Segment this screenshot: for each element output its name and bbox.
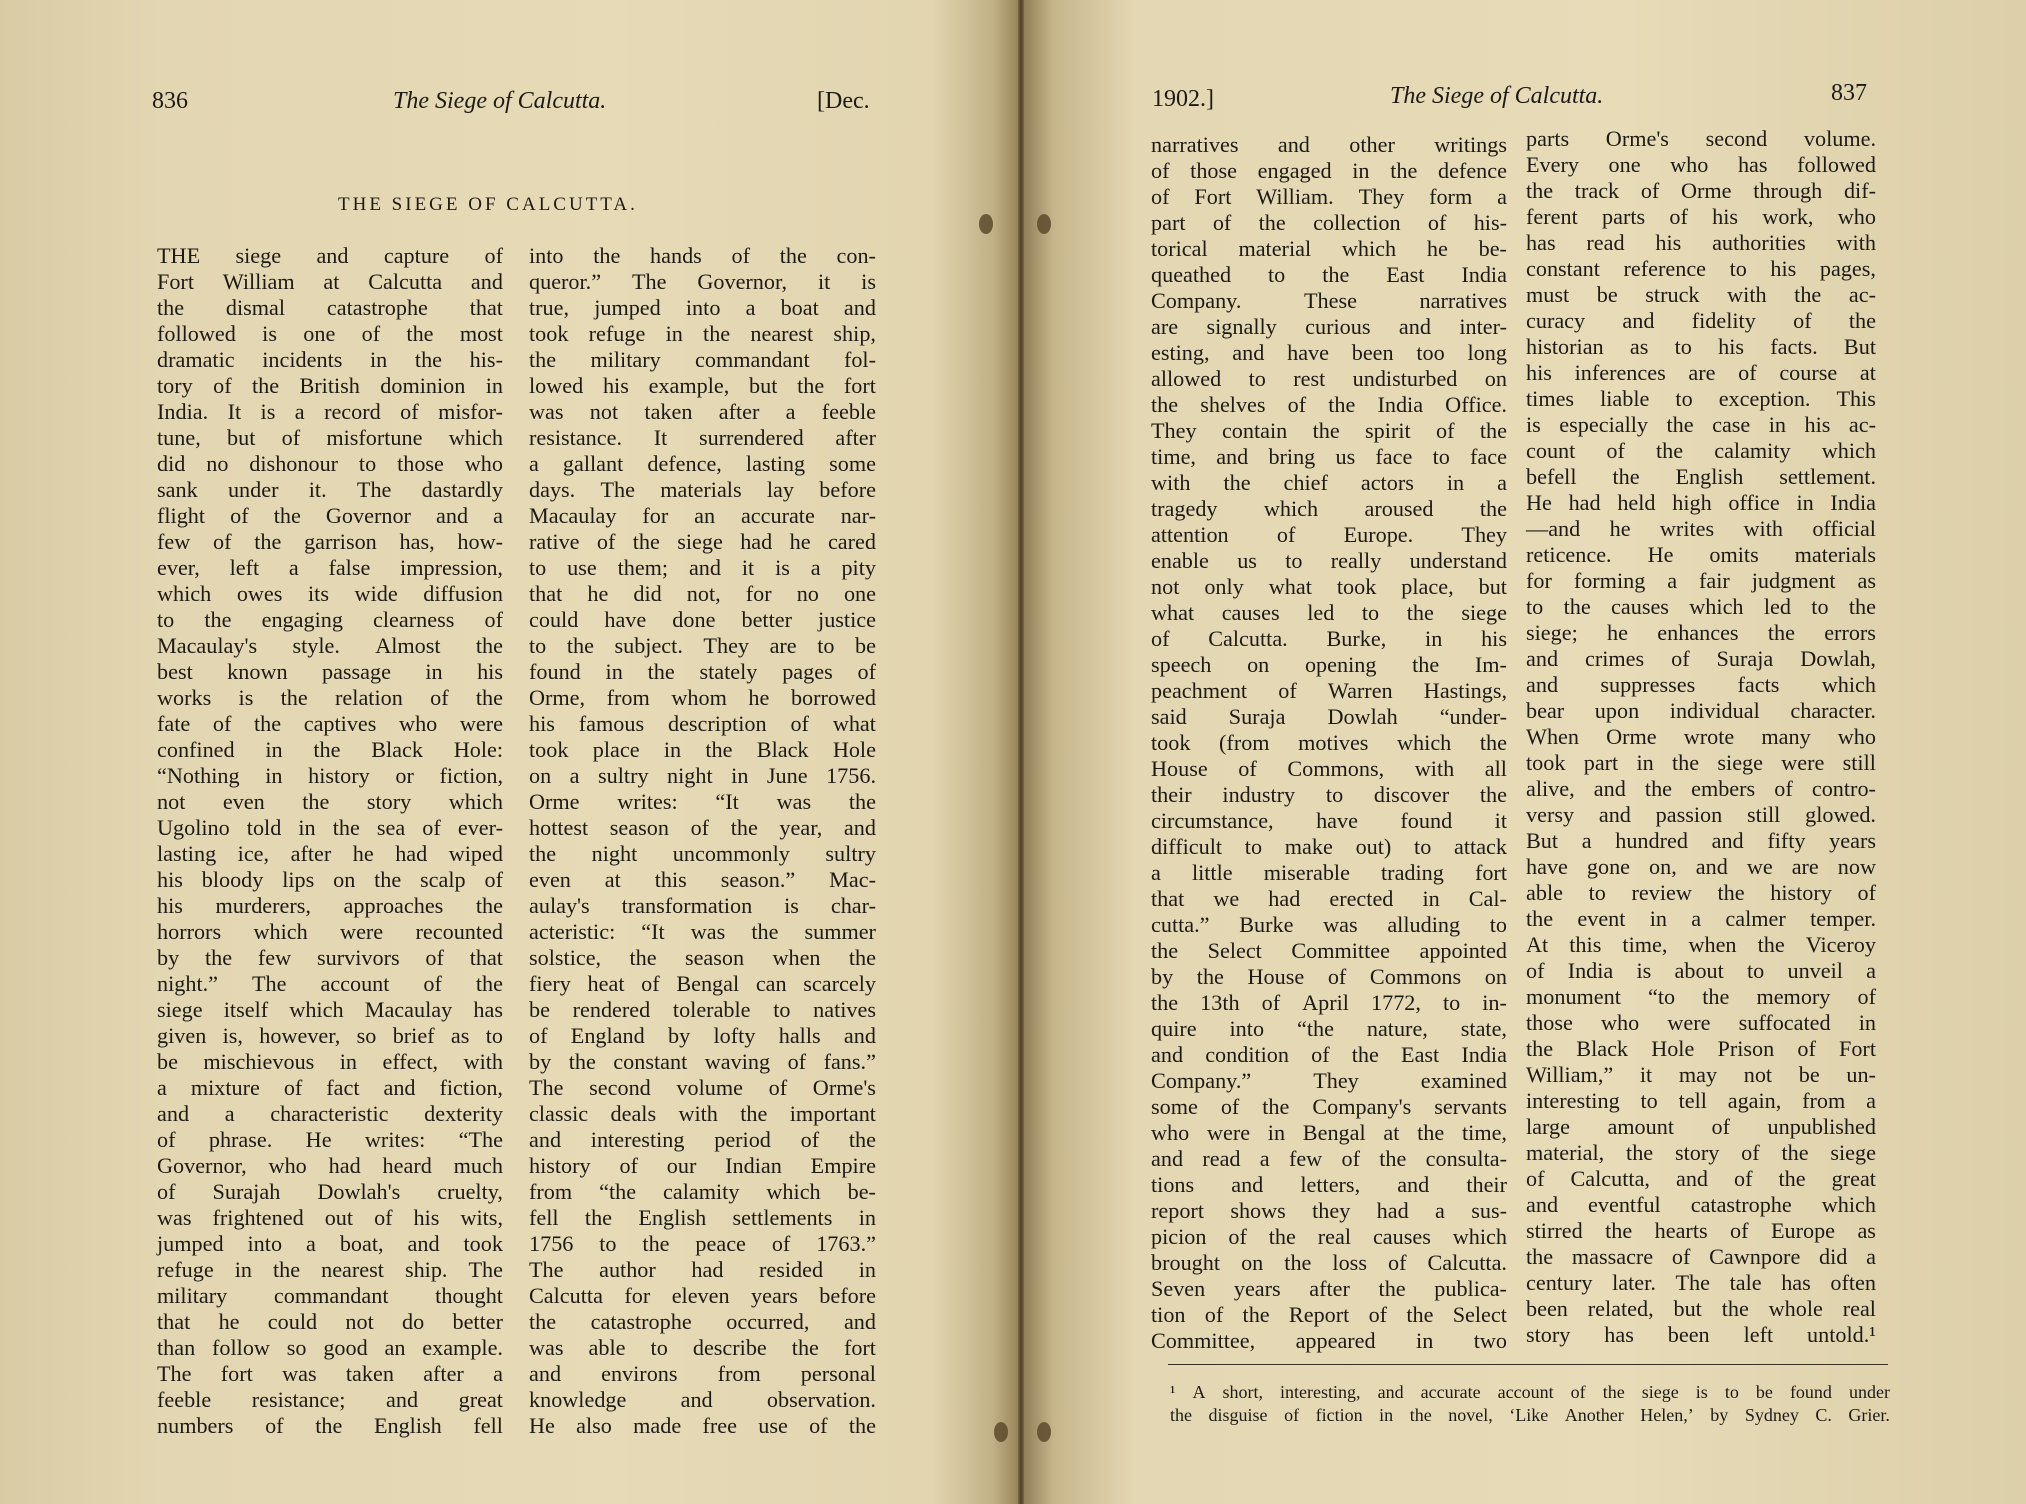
text-line: what causes led to the siege xyxy=(1151,600,1507,625)
text-line: be rendered tolerable to natives xyxy=(529,997,876,1022)
text-line: The second volume of Orme's xyxy=(529,1075,876,1100)
text-line: circumstance, have found it xyxy=(1151,808,1507,833)
text-line: knowledge and observation. xyxy=(529,1387,876,1412)
text-line: history of our Indian Empire xyxy=(529,1153,876,1178)
text-line: stirred the hearts of Europe as xyxy=(1526,1218,1876,1243)
text-line: William,” it may not be un- xyxy=(1526,1062,1876,1087)
text-line: the Select Committee appointed xyxy=(1151,938,1507,963)
text-line: brought on the loss of Calcutta. xyxy=(1151,1250,1507,1275)
text-line: took (from motives which the xyxy=(1151,730,1507,755)
text-line: not even the story which xyxy=(157,789,503,814)
text-line: and crimes of Suraja Dowlah, xyxy=(1526,646,1876,671)
left-page-column-1 xyxy=(157,243,503,1439)
article-title: THE SIEGE OF CALCUTTA. xyxy=(338,194,638,215)
text-line: report shows they had a sus- xyxy=(1151,1198,1507,1223)
text-line: Governor, who had heard much xyxy=(157,1153,503,1178)
text-line: took refuge in the nearest ship, xyxy=(529,321,876,346)
text-line: Seven years after the publica- xyxy=(1151,1276,1507,1301)
text-line: the event in a calmer temper. xyxy=(1526,906,1876,931)
text-line: with the chief actors in a xyxy=(1151,470,1507,495)
text-line: bear upon individual character. xyxy=(1526,698,1876,723)
text-line: versy and passion still glowed. xyxy=(1526,802,1876,827)
binding-hole xyxy=(979,214,993,234)
text-line: be mischievous in effect, with xyxy=(157,1049,503,1074)
text-line: 1756 to the peace of 1763.” xyxy=(529,1231,876,1256)
text-line: Orme writes: “It was the xyxy=(529,789,876,814)
text-line: was not taken after a feeble xyxy=(529,399,876,424)
text-line: Macaulay's style. Almost the xyxy=(157,633,503,658)
text-line: Calcutta for eleven years before xyxy=(529,1283,876,1308)
text-line: interesting to tell again, from a xyxy=(1526,1088,1876,1113)
right-page-column-2 xyxy=(1526,126,1876,1348)
text-line: constant reference to his pages, xyxy=(1526,256,1876,281)
text-line: lasting ice, after he had wiped xyxy=(157,841,503,866)
text-line: who were in Bengal at the time, xyxy=(1151,1120,1507,1145)
text-line: narratives and other writings xyxy=(1151,132,1507,157)
text-line: House of Commons, with all xyxy=(1151,756,1507,781)
text-line: dramatic incidents in the his- xyxy=(157,347,503,372)
text-line: story has been left untold.¹ xyxy=(1526,1322,1876,1347)
text-line: Committee, appeared in two xyxy=(1151,1328,1507,1353)
text-line: and eventful catastrophe which xyxy=(1526,1192,1876,1217)
text-line: a little miserable trading fort xyxy=(1151,860,1507,885)
text-line: the Black Hole Prison of Fort xyxy=(1526,1036,1876,1061)
text-line: given is, however, so brief as to xyxy=(157,1023,503,1048)
text-line: and interesting period of the xyxy=(529,1127,876,1152)
text-line: feeble resistance; and great xyxy=(157,1387,503,1412)
text-line: tions and letters, and their xyxy=(1151,1172,1507,1197)
text-line: than follow so good an example. xyxy=(157,1335,503,1360)
text-line: and suppresses facts which xyxy=(1526,672,1876,697)
text-line: their industry to discover the xyxy=(1151,782,1507,807)
left-page-column-2 xyxy=(529,243,876,1439)
text-line: the military commandant fol- xyxy=(529,347,876,372)
text-line: by the constant waving of fans.” xyxy=(529,1049,876,1074)
text-line: are signally curious and inter- xyxy=(1151,314,1507,339)
text-line: took part in the siege were still xyxy=(1526,750,1876,775)
text-line: “Nothing in history or fiction, xyxy=(157,763,503,788)
left-page xyxy=(0,0,1010,1504)
text-line: and a characteristic dexterity xyxy=(157,1101,503,1126)
text-line: rative of the siege had he cared xyxy=(529,529,876,554)
text-line: of Fort William. They form a xyxy=(1151,184,1507,209)
text-line: found in the stately pages of xyxy=(529,659,876,684)
text-line: sank under it. The dastardly xyxy=(157,477,503,502)
text-line: the shelves of the India Office. xyxy=(1151,392,1507,417)
text-line: time, and bring us face to face xyxy=(1151,444,1507,469)
text-line: Fort William at Calcutta and xyxy=(157,269,503,294)
text-line: that he could not do better xyxy=(157,1309,503,1334)
text-line: and environs from personal xyxy=(529,1361,876,1386)
text-line: those who were suffocated in xyxy=(1526,1010,1876,1035)
text-line: to the subject. They are to be xyxy=(529,633,876,658)
text-line: his famous description of what xyxy=(529,711,876,736)
text-line: a mixture of fact and fiction, xyxy=(157,1075,503,1100)
text-line: Ugolino told in the sea of ever- xyxy=(157,815,503,840)
text-line: solstice, the season when the xyxy=(529,945,876,970)
text-line: queror.” The Governor, it is xyxy=(529,269,876,294)
text-line: fate of the captives who were xyxy=(157,711,503,736)
text-line: of India is about to unveil a xyxy=(1526,958,1876,983)
text-line: part of the collection of his- xyxy=(1151,210,1507,235)
text-line: have gone on, and we are now xyxy=(1526,854,1876,879)
text-line: classic deals with the important xyxy=(529,1101,876,1126)
text-line: flight of the Governor and a xyxy=(157,503,503,528)
text-line: night.” The account of the xyxy=(157,971,503,996)
text-line: followed is one of the most xyxy=(157,321,503,346)
text-line: not only what took place, but xyxy=(1151,574,1507,599)
text-line: of Calcutta, and of the great xyxy=(1526,1166,1876,1191)
text-line: the 13th of April 1772, to in- xyxy=(1151,990,1507,1015)
text-line: true, jumped into a boat and xyxy=(529,295,876,320)
text-line: been related, but the whole real xyxy=(1526,1296,1876,1321)
footnote xyxy=(1170,1381,1890,1427)
text-line: few of the garrison has, how- xyxy=(157,529,503,554)
text-line: picion of the real causes which xyxy=(1151,1224,1507,1249)
text-line: was able to describe the fort xyxy=(529,1335,876,1360)
text-line: The fort was taken after a xyxy=(157,1361,503,1386)
text-line: even at this season.” Mac- xyxy=(529,867,876,892)
text-line: some of the Company's servants xyxy=(1151,1094,1507,1119)
running-head: The Siege of Calcutta. xyxy=(393,88,607,114)
text-line: India. It is a record of misfor- xyxy=(157,399,503,424)
text-line: that we had erected in Cal- xyxy=(1151,886,1507,911)
text-line: esting, and have been too long xyxy=(1151,340,1507,365)
footnote-rule xyxy=(1168,1364,1888,1365)
text-line: tion of the Report of the Select xyxy=(1151,1302,1507,1327)
text-line: numbers of the English fell xyxy=(157,1413,503,1438)
text-line: peachment of Warren Hastings, xyxy=(1151,678,1507,703)
text-line: took place in the Black Hole xyxy=(529,737,876,762)
text-line: tory of the British dominion in xyxy=(157,373,503,398)
text-line: his murderers, approaches the xyxy=(157,893,503,918)
text-line: ferent parts of his work, who xyxy=(1526,204,1876,229)
text-line: able to review the history of xyxy=(1526,880,1876,905)
text-line: of phrase. He writes: “The xyxy=(157,1127,503,1152)
text-line: confined in the Black Hole: xyxy=(157,737,503,762)
text-line: tune, but of misfortune which xyxy=(157,425,503,450)
text-line: fell the English settlements in xyxy=(529,1205,876,1230)
text-line: ¹ A short, interesting, and accurate account of the siege is to be found under xyxy=(1170,1382,1890,1402)
text-line: from “the calamity which be- xyxy=(529,1179,876,1204)
text-line: days. The materials lay before xyxy=(529,477,876,502)
text-line: a gallant defence, lasting some xyxy=(529,451,876,476)
text-line: Orme, from whom he borrowed xyxy=(529,685,876,710)
text-line: Macaulay for an accurate nar- xyxy=(529,503,876,528)
date-mark: 1902.] xyxy=(1152,86,1214,112)
text-line: that he did not, for no one xyxy=(529,581,876,606)
binding-hole xyxy=(994,1422,1008,1442)
right-page-column-1 xyxy=(1151,132,1507,1354)
text-line: to use them; and it is a pity xyxy=(529,555,876,580)
page-number: 836 xyxy=(152,88,188,114)
text-line: count of the calamity which xyxy=(1526,438,1876,463)
text-line: The author had resided in xyxy=(529,1257,876,1282)
text-line: of Calcutta. Burke, in his xyxy=(1151,626,1507,651)
text-line: cutta.” Burke was alluding to xyxy=(1151,912,1507,937)
text-line: curacy and fidelity of the xyxy=(1526,308,1876,333)
text-line: Company. These narratives xyxy=(1151,288,1507,313)
text-line: befell the English settlement. xyxy=(1526,464,1876,489)
text-line: reticence. He omits materials xyxy=(1526,542,1876,567)
text-line: the massacre of Cawnpore did a xyxy=(1526,1244,1876,1269)
text-line: century later. The tale has often xyxy=(1526,1270,1876,1295)
text-line: attention of Europe. They xyxy=(1151,522,1507,547)
text-line: enable us to really understand xyxy=(1151,548,1507,573)
text-line: material, the story of the siege xyxy=(1526,1140,1876,1165)
text-line: his inferences are of course at xyxy=(1526,360,1876,385)
text-line: tragedy which aroused the xyxy=(1151,496,1507,521)
text-line: which owes its wide diffusion xyxy=(157,581,503,606)
text-line: At this time, when the Viceroy xyxy=(1526,932,1876,957)
text-line: alive, and the embers of contro- xyxy=(1526,776,1876,801)
text-line: and condition of the East India xyxy=(1151,1042,1507,1067)
text-line: the catastrophe occurred, and xyxy=(529,1309,876,1334)
text-line: could have done better justice xyxy=(529,607,876,632)
text-line: the dismal catastrophe that xyxy=(157,295,503,320)
text-line: quire into “the nature, state, xyxy=(1151,1016,1507,1041)
text-line: monument “to the memory of xyxy=(1526,984,1876,1009)
text-line: by the few survivors of that xyxy=(157,945,503,970)
text-line: allowed to rest undisturbed on xyxy=(1151,366,1507,391)
text-line: But a hundred and fifty years xyxy=(1526,828,1876,853)
text-line: the track of Orme through dif- xyxy=(1526,178,1876,203)
text-line: THE siege and capture of xyxy=(157,243,503,268)
text-line: Company.” They examined xyxy=(1151,1068,1507,1093)
text-line: large amount of unpublished xyxy=(1526,1114,1876,1139)
text-line: He had held high office in India xyxy=(1526,490,1876,515)
running-head: The Siege of Calcutta. xyxy=(1390,83,1604,109)
text-line: the disguise of fiction in the novel, ‘Like Another Helen,’ by Sydney C. Grier. xyxy=(1170,1405,1890,1425)
text-line: historian as to his facts. But xyxy=(1526,334,1876,359)
text-line: They contain the spirit of the xyxy=(1151,418,1507,443)
text-line: on a sultry night in June 1756. xyxy=(529,763,876,788)
text-line: is especially the case in his ac- xyxy=(1526,412,1876,437)
text-line: —and he writes with official xyxy=(1526,516,1876,541)
text-line: into the hands of the con- xyxy=(529,243,876,268)
text-line: queathed to the East India xyxy=(1151,262,1507,287)
text-line: siege; he enhances the errors xyxy=(1526,620,1876,645)
date-mark: [Dec. xyxy=(817,88,870,114)
text-line: He also made free use of the xyxy=(529,1413,876,1438)
text-line: military commandant thought xyxy=(157,1283,503,1308)
text-line: speech on opening the Im- xyxy=(1151,652,1507,677)
text-line: must be struck with the ac- xyxy=(1526,282,1876,307)
text-line: siege itself which Macaulay has xyxy=(157,997,503,1022)
text-line: works is the relation of the xyxy=(157,685,503,710)
text-line: resistance. It surrendered after xyxy=(529,425,876,450)
text-line: torical material which he be- xyxy=(1151,236,1507,261)
text-line: of those engaged in the defence xyxy=(1151,158,1507,183)
text-line: acteristic: “It was the summer xyxy=(529,919,876,944)
text-line: of Surajah Dowlah's cruelty, xyxy=(157,1179,503,1204)
text-line: jumped into a boat, and took xyxy=(157,1231,503,1256)
text-line: by the House of Commons on xyxy=(1151,964,1507,989)
page-number: 837 xyxy=(1831,80,1867,106)
right-page xyxy=(1016,0,2026,1504)
text-line: has read his authorities with xyxy=(1526,230,1876,255)
text-line: aulay's transformation is char- xyxy=(529,893,876,918)
text-line: said Suraja Dowlah “under- xyxy=(1151,704,1507,729)
text-line: did no dishonour to those who xyxy=(157,451,503,476)
text-line: to the engaging clearness of xyxy=(157,607,503,632)
text-line: best known passage in his xyxy=(157,659,503,684)
text-line: fiery heat of Bengal can scarcely xyxy=(529,971,876,996)
text-line: times liable to exception. This xyxy=(1526,386,1876,411)
text-line: difficult to make out) to attack xyxy=(1151,834,1507,859)
text-line: parts Orme's second volume. xyxy=(1526,126,1876,151)
text-line: When Orme wrote many who xyxy=(1526,724,1876,749)
text-line: Every one who has followed xyxy=(1526,152,1876,177)
text-line: horrors which were recounted xyxy=(157,919,503,944)
text-line: hottest season of the year, and xyxy=(529,815,876,840)
text-line: ever, left a false impression, xyxy=(157,555,503,580)
text-line: of England by lofty halls and xyxy=(529,1023,876,1048)
text-line: was frightened out of his wits, xyxy=(157,1205,503,1230)
text-line: to the causes which led to the xyxy=(1526,594,1876,619)
text-line: refuge in the nearest ship. The xyxy=(157,1257,503,1282)
text-line: his bloody lips on the scalp of xyxy=(157,867,503,892)
text-line: for forming a fair judgment as xyxy=(1526,568,1876,593)
text-line: and read a few of the consulta- xyxy=(1151,1146,1507,1171)
text-line: the night uncommonly sultry xyxy=(529,841,876,866)
text-line: lowed his example, but the fort xyxy=(529,373,876,398)
